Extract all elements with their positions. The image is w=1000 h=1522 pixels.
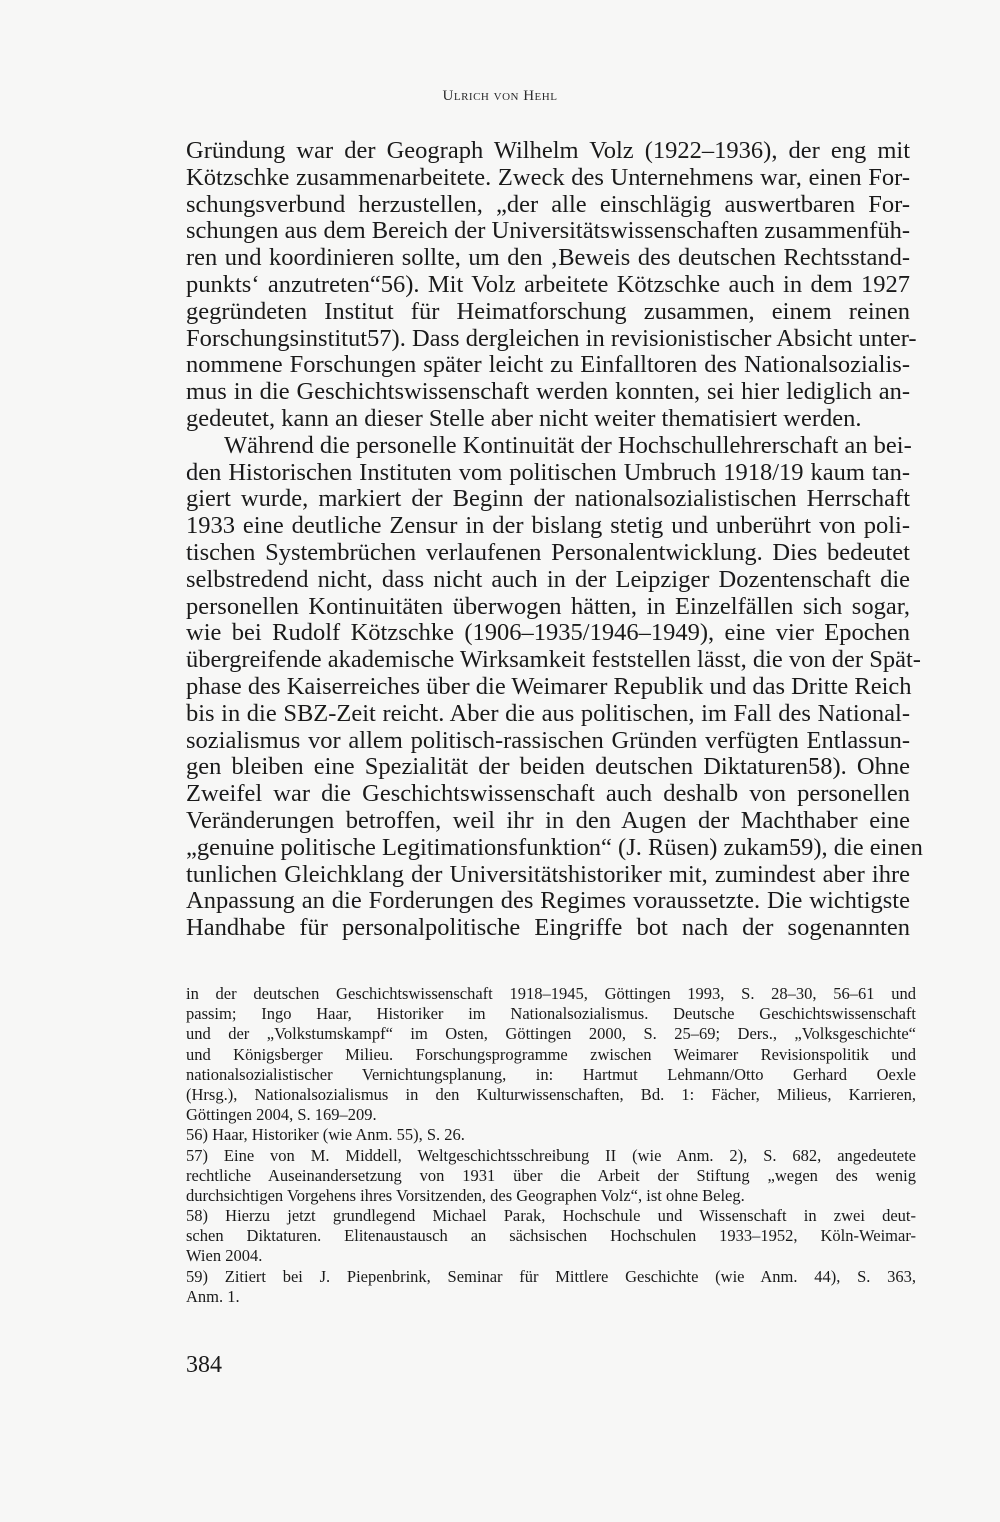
footnote-line: Göttingen 2004, S. 169–209. <box>186 1105 377 1125</box>
text-line: nommene Forschungen später leicht zu Einfalltoren des Nationalsozialis- <box>186 351 910 379</box>
running-head: Ulrich von Hehl <box>442 88 558 104</box>
text-line: giert wurde, markiert der Beginn der nationalsozialistischen Herrschaft <box>186 485 910 513</box>
text-line: punkts‘ anzutreten“56). Mit Volz arbeitete Kötzschke auch in dem 1927 <box>186 270 910 298</box>
footnote-line: nationalsozialistischer Vernichtungsplanung, in: Hartmut Lehmann/Otto Gerhard Oexle <box>186 1064 916 1084</box>
text-line: ren und koordinieren sollte, um den ‚Beweis des deutschen Rechtsstand- <box>186 244 910 272</box>
footnote-line: schen Diktaturen. Elitenaustausch an sächsischen Hochschulen 1933–1952, Köln-Weimar- <box>186 1226 916 1246</box>
footnote-line: durchsichtigen Vorgehens ihres Vorsitzenden, des Geographen Volz“, ist ohne Beleg. <box>186 1185 745 1205</box>
text-line: Kötzschke zusammenarbeitete. Zweck des Unternehmens war, einen For- <box>186 163 910 191</box>
footnote-line: und der „Volkstumskampf“ im Osten, Göttingen 2000, S. 25–69; Ders., „Volksgeschichte“ <box>186 1024 916 1044</box>
text-line: Zweifel war die Geschichtswissenschaft auch deshalb von personellen <box>186 780 910 808</box>
text-line: schungsverbund herzustellen, „der alle einschlägig auswertbaren For- <box>186 190 910 218</box>
footnote-line: in der deutschen Geschichtswissenschaft 1918–1945, Göttingen 1993, S. 28–30, 56–61 und <box>186 984 916 1003</box>
text-line: schungen aus dem Bereich der Universitätswissenschaften zusammenfüh- <box>186 217 910 245</box>
footnote-line: Anm. 1. <box>186 1286 240 1306</box>
text-line: Handhabe für personalpolitische Eingriffe bot nach der sogenannten <box>186 914 910 942</box>
text-line: phase des Kaiserreiches über die Weimarer Republik und das Dritte Reich <box>186 672 912 700</box>
page-number: 384 <box>186 1352 222 1378</box>
footnotes <box>186 984 916 1307</box>
text-line: wie bei Rudolf Kötzschke (1906–1935/1946–1949), eine vier Epochen <box>186 619 910 647</box>
footnote-58: 58) Hierzu jetzt grundlegend Michael Parak, Hochschule und Wissenschaft in zwei deut- <box>186 1206 916 1226</box>
footnote-57: 57) Eine von M. Middell, Weltgeschichtsschreibung II (wie Anm. 2), S. 682, angedeutete <box>186 1145 916 1165</box>
text-line: Veränderungen betroffen, weil ihr in den Augen der Machthaber eine <box>186 806 910 834</box>
text-line: selbstredend nicht, dass nicht auch in der Leipziger Dozentenschaft die <box>186 565 910 593</box>
text-line: mus in die Geschichtswissenschaft werden konnten, sei hier lediglich an- <box>186 378 910 406</box>
text-line: tunlichen Gleichklang der Universitätshistoriker mit, zumindest aber ihre <box>186 860 910 888</box>
text-line: den Historischen Instituten vom politischen Umbruch 1918/19 kaum tan- <box>186 458 910 486</box>
text-line: übergreifende akademische Wirksamkeit feststellen lässt, die von der Spät- <box>186 646 921 674</box>
footnote-56: 56) Haar, Historiker (wie Anm. 55), S. 26. <box>186 1125 465 1145</box>
footnote-line: rechtliche Auseinandersetzung von 1931 über die Arbeit der Stiftung „wegen des wenig <box>186 1165 916 1185</box>
text-line: Gründung war der Geograph Wilhelm Volz (1922–1936), der eng mit <box>186 137 910 164</box>
text-line: personellen Kontinuitäten überwogen hätten, in Einzelfällen sich sogar, <box>186 592 910 620</box>
text-line: sozialismus vor allem politisch-rassischen Gründen verfügten Entlassun- <box>186 726 910 754</box>
text-line: Forschungsinstitut57). Dass dergleichen in revisionistischer Absicht unter- <box>186 324 917 352</box>
text-line: Während die personelle Kontinuität der Hochschullehrerschaft an bei- <box>224 431 912 459</box>
main-text <box>186 137 923 942</box>
footnote-line: und Königsberger Milieu. Forschungsprogramme zwischen Weimarer Revisionspolitik und <box>186 1044 916 1064</box>
text-line: bis in die SBZ-Zeit reicht. Aber die aus politischen, im Fall des National- <box>186 699 910 727</box>
text-line: gegründeten Institut für Heimatforschung zusammen, einem reinen <box>186 297 910 325</box>
text-line: gen bleiben eine Spezialität der beiden deutschen Diktaturen58). Ohne <box>186 753 910 781</box>
text-line: tischen Systembrüchen verlaufenen Personalentwicklung. Dies bedeutet <box>186 538 910 566</box>
footnote-59: 59) Zitiert bei J. Piepenbrink, Seminar für Mittlere Geschichte (wie Anm. 44), S. 363, <box>186 1266 916 1286</box>
text-line: 1933 eine deutliche Zensur in der bislang stetig und unberührt von poli- <box>186 512 910 540</box>
text-line: „genuine politische Legitimationsfunktion“ (J. Rüsen) zukam59), die einen <box>186 833 923 861</box>
footnote-line: passim; Ingo Haar, Historiker im Nationalsozialismus. Deutsche Geschichtswissenschaft <box>186 1004 916 1024</box>
footnote-line: Wien 2004. <box>186 1246 263 1266</box>
footnote-line: (Hrsg.), Nationalsozialismus in den Kulturwissenschaften, Bd. 1: Fächer, Milieus, Karrieren, <box>186 1084 916 1104</box>
text-line: Anpassung an die Forderungen des Regimes voraussetzte. Die wichtigste <box>186 887 910 915</box>
text-line: gedeutet, kann an dieser Stelle aber nicht weiter thematisiert werden. <box>186 404 862 432</box>
